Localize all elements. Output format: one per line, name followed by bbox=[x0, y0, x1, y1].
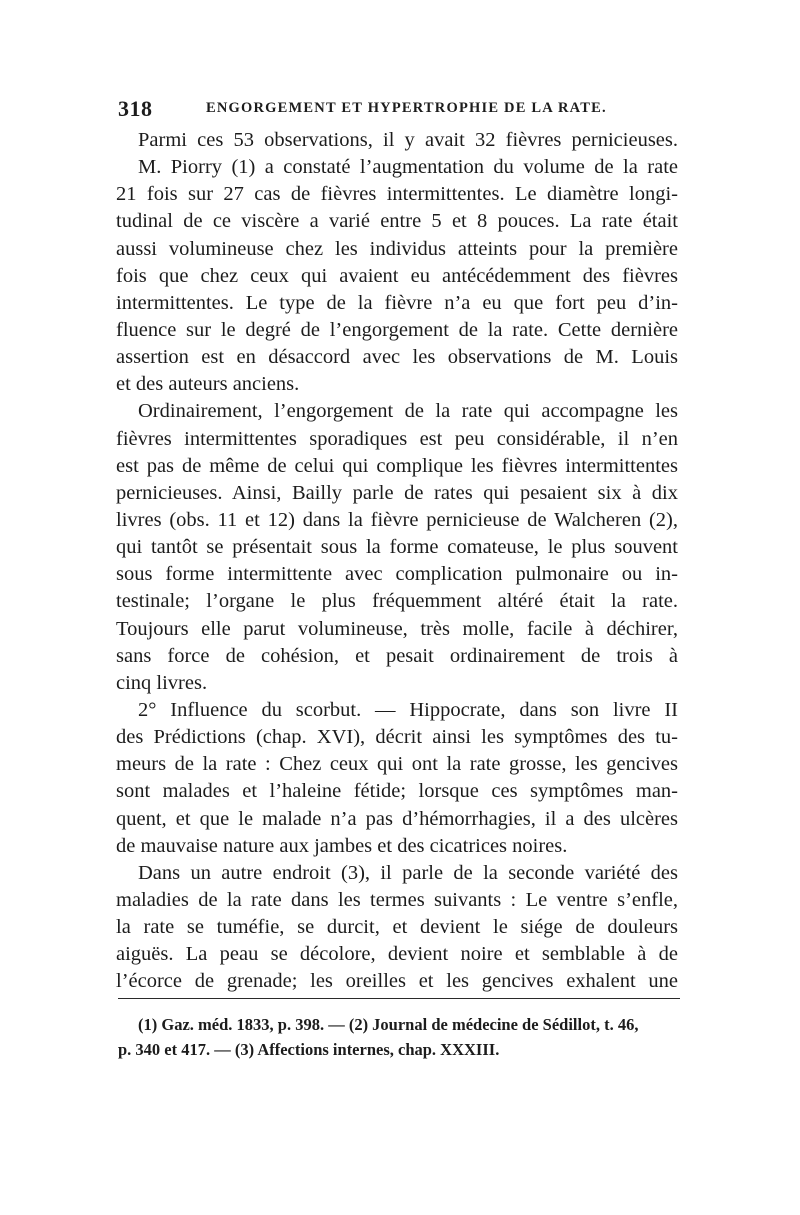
text-line: qui tantôt se présentait sous la forme comateuse, le plus souvent bbox=[116, 536, 678, 559]
text-line: de mauvaise nature aux jambes et des cicatrices noires. bbox=[116, 834, 568, 857]
footnote-line: p. 340 et 417. — (3) Affections internes, chap. XXXIII. bbox=[118, 1040, 500, 1059]
text-line: sans force de cohésion, et pesait ordinairement de trois à bbox=[116, 644, 678, 667]
text-line: Ordinairement, l’engorgement de la rate qui accompagne les bbox=[138, 400, 678, 423]
text-line: fièvres intermittentes sporadiques est peu considérable, il n’en bbox=[116, 427, 678, 450]
text-line: 2° Influence du scorbut. — Hippocrate, dans son livre II bbox=[138, 698, 678, 721]
text-line: livres (obs. 11 et 12) dans la fièvre pernicieuse de Walcheren (2), bbox=[116, 508, 678, 531]
text-line: aiguës. La peau se décolore, devient noire et semblable à de bbox=[116, 943, 678, 966]
text-line: est pas de même de celui qui complique les fièvres intermittentes bbox=[116, 454, 678, 477]
text-line: Toujours elle parut volumineuse, très molle, facile à déchirer, bbox=[116, 617, 678, 640]
text-line: Dans un autre endroit (3), il parle de la seconde variété des bbox=[138, 861, 678, 884]
text-line: fois que chez ceux qui avaient eu antécédemment des fièvres bbox=[116, 264, 678, 287]
text-line: l’écorce de grenade; les oreilles et les gencives exhalent une bbox=[116, 970, 678, 993]
text-line: maladies de la rate dans les termes suivants : Le ventre s’enfle, bbox=[116, 888, 678, 911]
text-line: tudinal de ce viscère a varié entre 5 et 8 pouces. La rate était bbox=[116, 210, 678, 233]
footnote-line: (1) Gaz. méd. 1833, p. 398. — (2) Journal de médecine de Sédillot, t. 46, bbox=[138, 1015, 639, 1034]
body-text bbox=[116, 127, 678, 996]
text-line: intermittentes. Le type de la fièvre n’a eu que fort peu d’in- bbox=[116, 291, 678, 314]
text-line: assertion est en désaccord avec les observations de M. Louis bbox=[116, 346, 678, 369]
text-line: cinq livres. bbox=[116, 671, 208, 694]
text-line: testinale; l’organe le plus fréquemment altéré était la rate. bbox=[116, 590, 678, 613]
page-header bbox=[118, 96, 678, 122]
text-line: aussi volumineuse chez les individus atteints pour la première bbox=[116, 237, 678, 260]
text-line: quent, et que le malade n’a pas d’hémorrhagies, il a des ulcères bbox=[116, 807, 678, 830]
text-line: pernicieuses. Ainsi, Bailly parle de rates qui pesaient six à dix bbox=[116, 481, 678, 504]
running-head: ENGORGEMENT ET HYPERTROPHIE DE LA RATE. bbox=[206, 100, 607, 116]
text-line: sous forme intermittente avec complication pulmonaire ou in- bbox=[116, 563, 678, 586]
text-line: Parmi ces 53 observations, il y avait 32 fièvres pernicieuses. bbox=[138, 129, 678, 151]
text-line: et des auteurs anciens. bbox=[116, 373, 300, 396]
text-line: 21 fois sur 27 cas de fièvres intermittentes. Le diamètre longi- bbox=[116, 183, 678, 206]
text-line: des Prédictions (chap. XVI), décrit ainsi les symptômes des tu- bbox=[116, 726, 678, 749]
text-line: la rate se tuméfie, se durcit, et devient le siége de douleurs bbox=[116, 916, 678, 939]
text-line: sont malades et l’haleine fétide; lorsque ces symptômes man- bbox=[116, 780, 678, 803]
page-number: 318 bbox=[118, 96, 153, 121]
text-line: meurs de la rate : Chez ceux qui ont la rate grosse, les gencives bbox=[116, 753, 678, 776]
footnote-rule bbox=[118, 998, 680, 999]
text-line: M. Piorry (1) a constaté l’augmentation du volume de la rate bbox=[138, 156, 678, 179]
footnotes bbox=[118, 1012, 680, 1062]
text-line: fluence sur le degré de l’engorgement de la rate. Cette dernière bbox=[116, 318, 678, 341]
